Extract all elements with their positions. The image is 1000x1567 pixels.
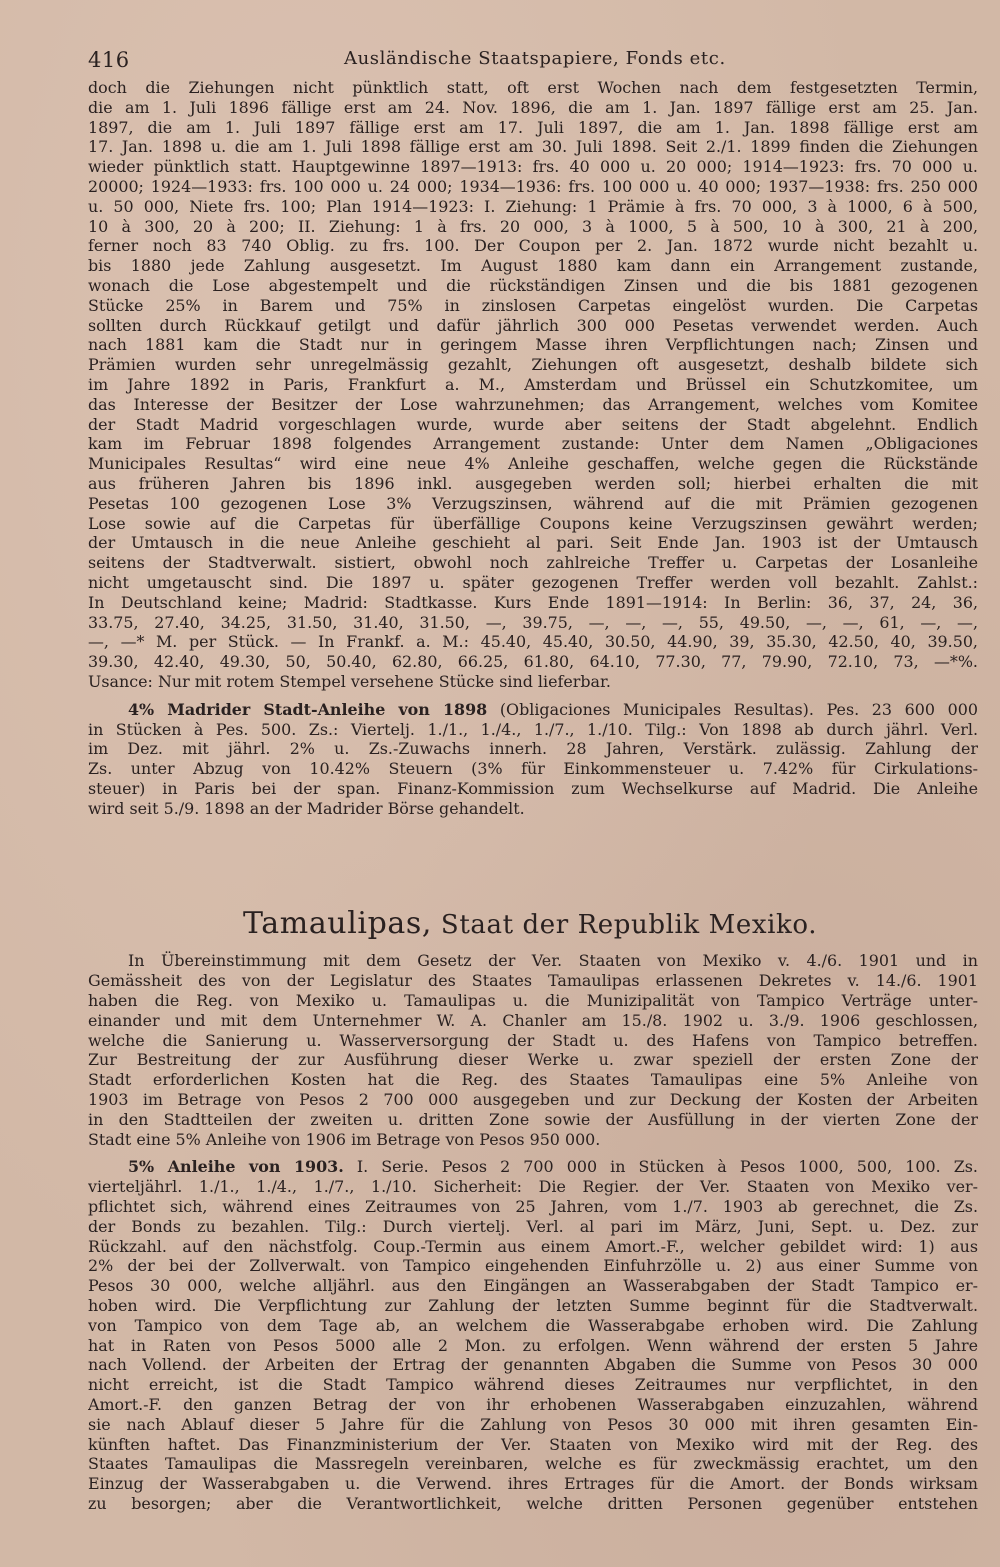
text-line: nach Vollend. der Arbeiten der Ertrag der genannten Abgaben die Summe von Pesos 30 000 [88, 1355, 978, 1375]
text-line: welche die Sanierung u. Wasserversorgung der Stadt u. des Hafens von Tampico betreffen. [88, 1030, 978, 1050]
text-line: das Interesse der Besitzer der Lose wahrzunehmen; das Arrangement, welches vom Komitee [88, 394, 978, 414]
text-line [88, 1157, 978, 1177]
text-line: Lose sowie auf die Carpetas für überfällige Coupons keine Verzugszinsen gewährt werden; [88, 513, 978, 533]
text-line: steuer) in Paris bei der span. Finanz-Kommission zum Wechselkurse auf Madrid. Die Anleihe [88, 778, 978, 798]
text-line: zu besorgen; aber die Verantwortlichkeit, welche dritten Personen gegenüber entstehen [88, 1494, 978, 1513]
text-line: wieder pünktlich statt. Hauptgewinne 1897—1913: frs. 40 000 u. 20 000; 1914—1923: frs. 70 000 u. [88, 157, 978, 177]
text-line: der Stadt Madrid vorgeschlagen wurde, wurde aber seitens der Stadt abgelehnt. Endlich [88, 414, 978, 434]
text-line: ferner noch 83 740 Oblig. zu frs. 100. Der Coupon per 2. Jan. 1872 wurde nicht bezahlt u. [88, 236, 978, 256]
text-run: I. Serie. Pesos 2 700 000 in Stücken à Pesos 1000, 500, 100. Zs. [343, 1157, 978, 1177]
text-line: in den Stadtteilen der zweiten u. dritten Zone sowie der Ausfüllung in der vierten Zone der [88, 1109, 978, 1129]
loan-1903-paragraph [88, 1157, 978, 1513]
madrid-continuation-paragraph [88, 78, 978, 692]
text-line: im Dez. mit jährl. 2% u. Zs.-Zuwachs innerh. 28 Jahren, Verstärk. zulässig. Zahlung der [88, 739, 978, 759]
text-line: wonach die Lose abgestempelt und die rückständigen Zinsen und die bis 1881 gezogenen [88, 275, 978, 295]
text-line: der Umtausch in die neue Anleihe geschieht al pari. Seit Ende Jan. 1903 ist der Umtausch [88, 533, 978, 553]
text-line: wird seit 5./9. 1898 an der Madrider Börse gehandelt. [88, 798, 525, 818]
text-line: Pesetas 100 gezogenen Lose 3% Verzugszinsen, während auf die mit Prämien gezogenen [88, 493, 978, 513]
text-line: Stücke 25% in Barem und 75% in zinslosen Carpetas eingelöst wurden. Die Carpetas [88, 295, 978, 315]
text-line: vierteljährl. 1./1., 1./4., 1./7., 1./10. Sicherheit: Die Regier. der Ver. Staaten von Mexiko ver- [88, 1177, 978, 1197]
text-line: in Stücken à Pes. 500. Zs.: Viertelj. 1./1., 1./4., 1./7., 1./10. Tilg.: Von 1898 ab durch jährl. Verl. [88, 719, 978, 739]
text-line: 1897, die am 1. Juli 1897 fällige erst am 17. Juli 1897, die am 1. Jan. 1898 fällige erst am [88, 117, 978, 137]
text-line: In Deutschland keine; Madrid: Stadtkasse. Kurs Ende 1891—1914: In Berlin: 36, 37, 24, 36, [88, 592, 978, 612]
text-line: Einzug der Wasserabgaben u. die Verwend. ihres Ertrages für die Amort. der Bonds wirksam [88, 1474, 978, 1494]
text-line: Zs. unter Abzug von 10.42% Steuern (3% für Einkommensteuer u. 7.42% für Cirkulations- [88, 759, 978, 779]
text-line: kam im Februar 1898 folgendes Arrangement zustande: Unter dem Namen „Obligaciones [88, 434, 978, 454]
text-line: Stadt eine 5% Anleihe von 1906 im Betrage von Pesos 950 000. [88, 1129, 601, 1149]
text-line: —, —* M. per Stück. — In Frankf. a. M.: 45.40, 45.40, 30.50, 44.90, 39, 35.30, 42.50, 40, 39.50, [88, 632, 978, 652]
text-line: 2% der bei der Zollverwalt. von Tampico eingehenden Einfuhrzölle u. 2) aus einer Summe von [88, 1256, 978, 1276]
text-line: von Tampico von dem Tage ab, an welchem die Wasserabgabe erhoben wird. Die Zahlung [88, 1315, 978, 1335]
text-line: Stadt erforderlichen Kosten hat die Reg. des Staates Tamaulipas eine 5% Anleihe von [88, 1070, 978, 1090]
text-line: bis 1880 jede Zahlung ausgesetzt. Im August 1880 kam dann ein Arrangement zustande, [88, 256, 978, 276]
tamaulipas-intro-paragraph [88, 951, 978, 1149]
text-line: In Übereinstimmung mit dem Gesetz der Ver. Staaten von Mexiko v. 4./6. 1901 und in [128, 951, 978, 971]
text-line: 17. Jan. 1898 u. die am 1. Juli 1898 fällige erst am 30. Juli 1898. Seit 2./1. 1899 finden die Ziehungen [88, 137, 978, 157]
text-line: die am 1. Juli 1896 fällige erst am 24. Nov. 1896, die am 1. Jan. 1897 fällige erst am 25. Jan. [88, 97, 978, 117]
text-line: sollten durch Rückkauf getilgt und dafür jährlich 300 000 Pesetas verwendet werden. Auch [88, 315, 978, 335]
text-run: (Obligaciones Municipales Resultas). Pes. 23 600 000 [487, 699, 978, 719]
text-line: pflichtet sich, während eines Zeitraumes von 25 Jahren, vom 1./7. 1903 ab gerechnet, die Zs. [88, 1197, 978, 1217]
section-title [243, 906, 978, 941]
text-line: doch die Ziehungen nicht pünktlich statt, oft erst Wochen nach dem festgesetzten Termin, [88, 78, 978, 97]
text-line: hat in Raten von Pesos 5000 alle 2 Mon. zu erfolgen. Wenn während der ersten 5 Jahre [88, 1335, 978, 1355]
text-line: Prämien wurden sehr unregelmässig gezahlt, Ziehungen oft ausgesetzt, deshalb bildete sich [88, 355, 978, 375]
text-line: 1903 im Betrage von Pesos 2 700 000 ausgegeben und zur Deckung der Kosten der Arbeiten [88, 1090, 978, 1110]
text-line: aus früheren Jahren bis 1896 inkl. ausgegeben werden soll; hierbei erhalten die mit [88, 473, 978, 493]
text-line: 20000; 1924—1933: frs. 100 000 u. 24 000; 1934—1936: frs. 100 000 u. 40 000; 1937—1938: frs. 250 000 [88, 176, 978, 196]
text-line: nicht erreicht, ist die Stadt Tampico während dieses Zeitraumes nur verpflichtet, in den [88, 1375, 978, 1395]
section-title-rest: Staat der Republik Mexiko. [432, 910, 818, 941]
section-title-main: Tamaulipas, [243, 906, 433, 942]
text-line: haben die Reg. von Mexiko u. Tamaulipas u. die Munizipalität von Tampico Verträge unter- [88, 991, 978, 1011]
text-line: hoben wird. Die Verpflichtung zur Zahlung der letzten Summe beginnt für die Stadtverwalt. [88, 1296, 978, 1316]
text-line: im Jahre 1892 in Paris, Frankfurt a. M., Amsterdam und Brüssel ein Schutzkomitee, um [88, 374, 978, 394]
running-head: Ausländische Staatspapiere, Fonds etc. [344, 48, 726, 69]
page-header [88, 40, 978, 78]
text-line: Amort.-F. den ganzen Betrag der von ihr erhobenen Wasserabgaben einzuzahlen, während [88, 1395, 978, 1415]
text-line: Rückzahl. auf den nächstfolg. Coup.-Termin aus einem Amort.-F., welcher gebildet wird: 1) aus [88, 1236, 978, 1256]
text-line: einander und mit dem Unternehmer W. A. Chanler am 15./8. 1902 u. 3./9. 1906 geschlossen, [88, 1010, 978, 1030]
text-line: 10 à 300, 20 à 200; II. Ziehung: 1 à frs. 20 000, 3 à 1000, 5 à 500, 10 à 300, 21 à 200, [88, 216, 978, 236]
text-line: Usance: Nur mit rotem Stempel versehene Stücke sind lieferbar. [88, 671, 611, 691]
text-line: nach 1881 kam die Stadt nur in geringem Masse ihren Verpflichtungen nach; Zinsen und [88, 335, 978, 355]
text-line: nicht umgetauscht sind. Die 1897 u. später gezogenen Treffer werden voll bezahlt. Zahlst.: [88, 572, 978, 592]
text-line: seitens der Stadtverwalt. sistiert, obwohl noch zahlreiche Treffer u. Carpetas der Losanleihe [88, 553, 978, 573]
text-line: 33.75, 27.40, 34.25, 31.50, 31.40, 31.50, —, 39.75, —, —, —, 55, 49.50, —, —, 61, —, —, [88, 612, 978, 632]
text-line [88, 700, 978, 720]
text-line: Gemässheit des von der Legislatur des Staates Tamaulipas erlassenen Dekretes v. 14./6. 1901 [88, 971, 978, 991]
text-line: Zur Bestreitung der zur Ausführung dieser Werke u. zwar speziell der ersten Zone der [88, 1050, 978, 1070]
text-line: Staates Tamaulipas die Massregeln vereinbaren, welche es für zweckmässig erachtet, um den [88, 1454, 978, 1474]
loan-heading: 4% Madrider Stadt-Anleihe von 1898 [128, 699, 488, 719]
text-line: 39.30, 42.40, 49.30, 50, 50.40, 62.80, 66.25, 61.80, 64.10, 77.30, 77, 79.90, 72.10, 73, —*%. [88, 652, 978, 672]
madrid-resultas-paragraph [88, 700, 978, 819]
page-number: 416 [88, 48, 130, 72]
text-line: sie nach Ablauf dieser 5 Jahre für die Zahlung von Pesos 30 000 mit ihren gesamten Ein- [88, 1414, 978, 1434]
text-line: u. 50 000, Niete frs. 100; Plan 1914—1923: I. Ziehung: 1 Prämie à frs. 70 000, 3 à 1000, 6 à 500, [88, 196, 978, 216]
text-line: Pesos 30 000, welche alljährl. aus den Eingängen an Wasserabgaben der Stadt Tampico er- [88, 1276, 978, 1296]
loan-heading: 5% Anleihe von 1903. [128, 1157, 344, 1177]
text-line: Municipales Resultas“ wird eine neue 4% Anleihe geschaffen, welche gegen die Rückstände [88, 454, 978, 474]
text-line: der Bonds zu bezahlen. Tilg.: Durch viertelj. Verl. al pari im März, Juni, Sept. u. Dez. zur [88, 1216, 978, 1236]
text-line: künften haftet. Das Finanzministerium der Ver. Staaten von Mexiko wird mit der Reg. des [88, 1434, 978, 1454]
